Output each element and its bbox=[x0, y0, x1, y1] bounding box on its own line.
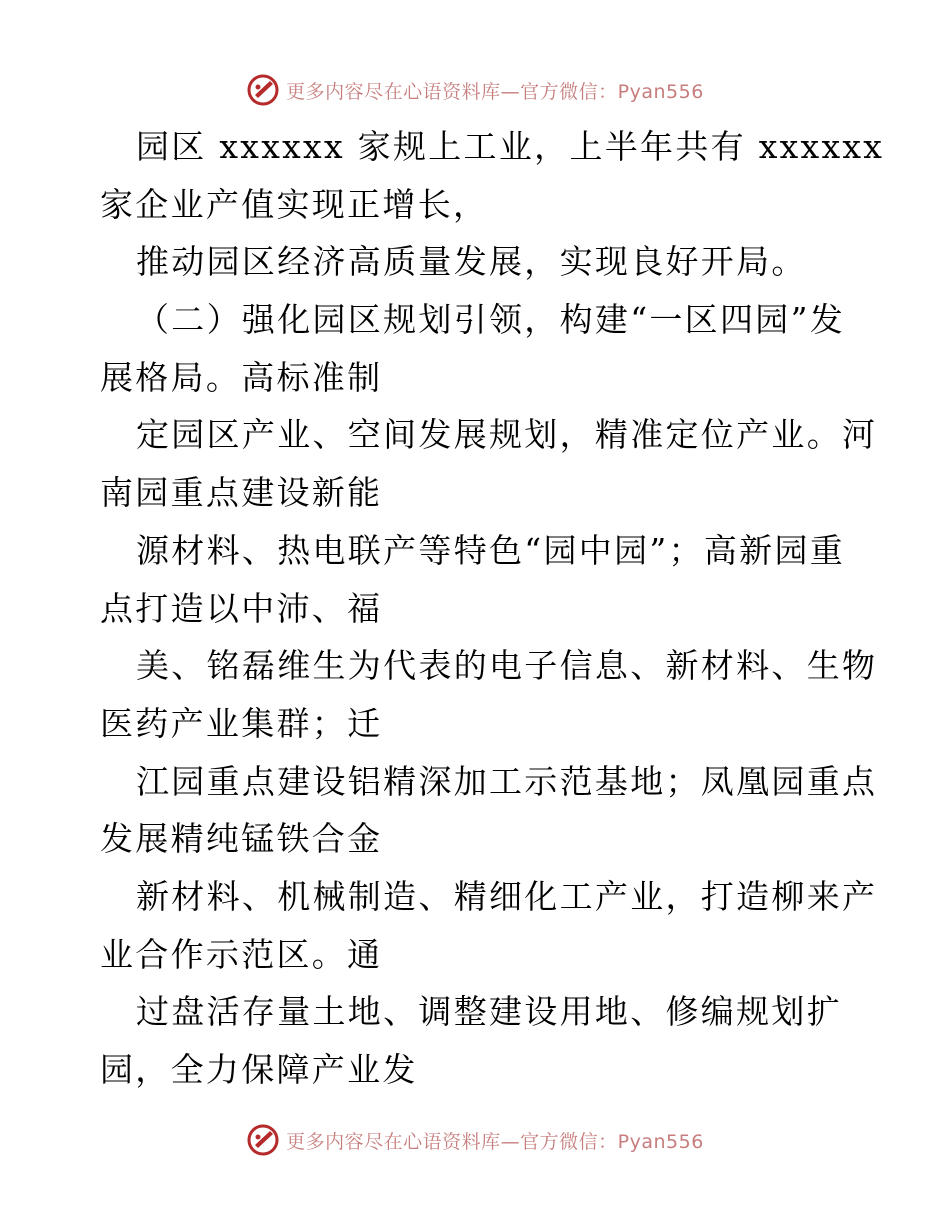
text-line: 南园重点建设新能 bbox=[100, 473, 383, 513]
text-line: 新材料、机械制造、精细化工产业，打造柳来产 bbox=[136, 876, 878, 916]
text-line: 源材料、热电联产等特色“园中园”；高新园重 bbox=[136, 530, 846, 570]
text-line: 过盘活存量土地、调整建设用地、修编规划扩 bbox=[136, 992, 842, 1032]
header-watermark bbox=[0, 70, 950, 110]
document-body bbox=[100, 118, 885, 1099]
text-line: 江园重点建设铝精深加工示范基地；凤凰园重点 bbox=[136, 761, 878, 801]
logo-icon bbox=[246, 1123, 280, 1157]
watermark-separator: — bbox=[500, 80, 521, 103]
watermark-sub: 官方微信：Pyan556 bbox=[520, 1130, 704, 1153]
logo-icon bbox=[246, 73, 280, 107]
text-line: 美、铭磊维生为代表的电子信息、新材料、生物 bbox=[136, 646, 878, 686]
watermark-sub: 官方微信：Pyan556 bbox=[520, 80, 704, 103]
watermark-main: 更多内容尽在心语资料库 bbox=[286, 1130, 501, 1153]
text-line: 定园区产业、空间发展规划，精准定位产业。河 bbox=[136, 415, 878, 455]
watermark-text bbox=[286, 1127, 704, 1154]
text-line: 点打造以中沛、福 bbox=[100, 588, 383, 628]
text-line: 推动园区经济高质量发展，实现良好开局。 bbox=[136, 242, 807, 282]
text-line: 园，全力保障产业发 bbox=[100, 1050, 418, 1089]
watermark-text bbox=[286, 77, 704, 104]
watermark-separator: — bbox=[500, 1130, 521, 1153]
text-line: 展格局。高标准制 bbox=[100, 357, 383, 397]
text-line: 医药产业集群；迁 bbox=[100, 703, 383, 743]
text-line: 家企业产值实现正增长， bbox=[100, 184, 489, 224]
text-line: 业合作示范区。通 bbox=[100, 934, 383, 974]
text-line: 发展精纯锰铁合金 bbox=[100, 819, 383, 859]
text-line: （二）强化园区规划引领，构建“一区四园”发 bbox=[136, 300, 846, 340]
watermark-main: 更多内容尽在心语资料库 bbox=[286, 80, 501, 103]
text-line: 园区 xxxxxx 家规上工业，上半年共有 xxxxxx bbox=[136, 127, 885, 166]
footer-watermark bbox=[0, 1120, 950, 1160]
